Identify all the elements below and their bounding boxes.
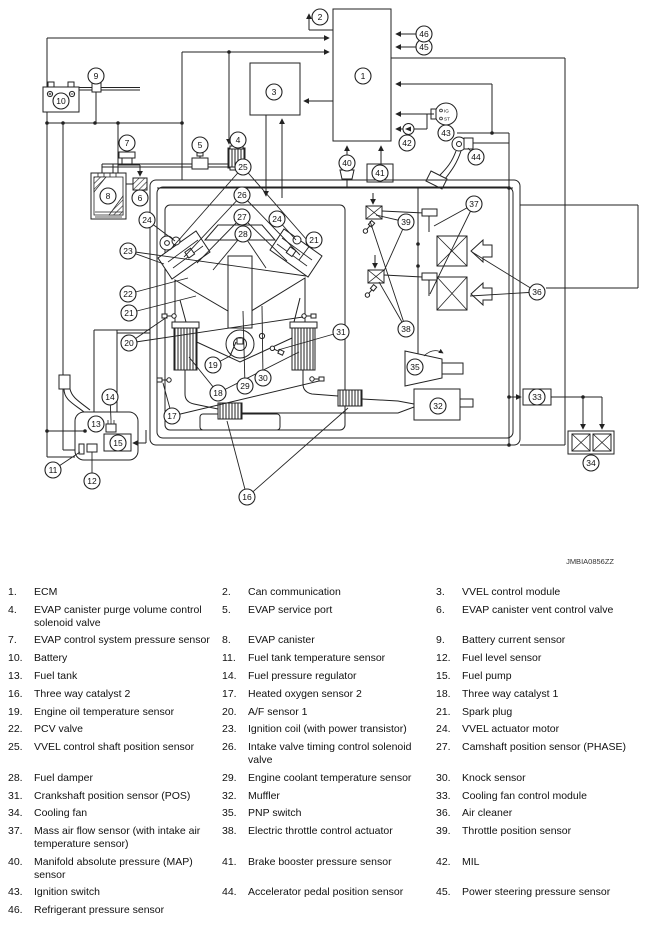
legend-item-25 bbox=[8, 741, 218, 767]
maf-sensor-upper bbox=[422, 209, 437, 216]
callout-40 bbox=[339, 155, 355, 171]
af-sensor-1-right bbox=[302, 314, 316, 318]
legend-item-13 bbox=[8, 670, 218, 683]
svg-text:44: 44 bbox=[471, 152, 481, 162]
legend-item-12 bbox=[436, 652, 635, 665]
legend-item-number: 16. bbox=[8, 687, 23, 700]
callout-33 bbox=[529, 389, 545, 405]
legend-item-number: 20. bbox=[222, 705, 237, 718]
callout-1 bbox=[355, 68, 371, 84]
legend-item-24 bbox=[436, 723, 635, 736]
legend-item-number: 21. bbox=[436, 705, 451, 718]
callout-27 bbox=[234, 209, 250, 225]
svg-text:7: 7 bbox=[124, 138, 130, 148]
legend-item-label: EVAP service port bbox=[248, 603, 333, 616]
svg-text:11: 11 bbox=[48, 465, 58, 475]
svg-text:43: 43 bbox=[441, 128, 451, 138]
callout-38 bbox=[398, 321, 414, 337]
callout-8 bbox=[100, 188, 116, 204]
legend-item-27 bbox=[436, 741, 635, 767]
legend-row bbox=[8, 688, 643, 701]
legend-item-number: 9. bbox=[436, 634, 445, 647]
svg-text:8: 8 bbox=[105, 191, 111, 201]
legend-item-label: ECM bbox=[34, 586, 58, 598]
legend-item-number: 19. bbox=[8, 705, 23, 718]
legend-item-number: 24. bbox=[436, 723, 451, 736]
throttle-position-sensor-upper bbox=[362, 220, 374, 234]
callout-5 bbox=[192, 137, 208, 153]
legend-row bbox=[8, 741, 643, 767]
legend-item-label: PNP switch bbox=[248, 807, 302, 820]
legend-item-31 bbox=[8, 790, 218, 803]
af-sensor-1-left bbox=[162, 314, 176, 318]
legend-item-number: 12. bbox=[436, 652, 451, 665]
airflow-arrow-upper bbox=[471, 240, 492, 262]
svg-text:45: 45 bbox=[419, 42, 429, 52]
legend-item-5 bbox=[222, 604, 432, 630]
legend-item-label: Accelerator pedal position sensor bbox=[248, 886, 404, 899]
legend-item-29 bbox=[222, 772, 432, 785]
callout-35 bbox=[407, 359, 423, 375]
legend-item-label: VVEL actuator motor bbox=[462, 723, 560, 736]
svg-text:24: 24 bbox=[142, 215, 152, 225]
legend-item-20 bbox=[222, 706, 432, 719]
accelerator-pedal bbox=[426, 137, 509, 189]
callout-17 bbox=[164, 408, 180, 424]
svg-text:32: 32 bbox=[433, 401, 443, 411]
vvel-control-module-box bbox=[250, 63, 333, 198]
legend-item-number: 34. bbox=[8, 807, 23, 820]
legend-item-label: Fuel tank temperature sensor bbox=[248, 652, 386, 665]
legend-row bbox=[8, 586, 643, 599]
legend-row bbox=[8, 790, 643, 803]
evap-service-port bbox=[192, 152, 208, 169]
callout-25 bbox=[235, 159, 251, 175]
callout-20 bbox=[121, 335, 137, 351]
legend-item-44 bbox=[222, 886, 432, 899]
callout-16 bbox=[239, 489, 255, 505]
legend-item-45 bbox=[436, 886, 635, 899]
svg-text:37: 37 bbox=[469, 199, 479, 209]
legend-item-label: Refrigerant pressure sensor bbox=[34, 904, 165, 917]
callout-10 bbox=[53, 93, 69, 109]
legend-item-label: Intake valve timing control solenoid valve bbox=[248, 741, 412, 766]
legend-item-3 bbox=[436, 586, 635, 599]
legend-item-number: 45. bbox=[436, 886, 451, 899]
throttle-position-sensor-lower bbox=[364, 284, 376, 298]
legend-item-34 bbox=[8, 807, 218, 820]
legend-item-number: 29. bbox=[222, 771, 237, 784]
legend-item-number: 11. bbox=[222, 652, 236, 665]
airflow-arrow-lower bbox=[471, 283, 492, 305]
fuel-pressure-regulator-glyph bbox=[106, 424, 116, 432]
legend-item-number: 41. bbox=[222, 855, 237, 868]
legend-item-label: VVEL control shaft position sensor bbox=[34, 741, 195, 754]
legend-item-41 bbox=[222, 856, 432, 882]
legend-item-number: 26. bbox=[222, 741, 237, 754]
legend-item-label: VVEL control module bbox=[462, 586, 561, 598]
legend-item-22 bbox=[8, 723, 218, 736]
legend-item-number: 4. bbox=[8, 603, 17, 616]
legend-item-number: 5. bbox=[222, 603, 231, 616]
figure-code: JMBIA0856ZZ bbox=[566, 557, 614, 566]
legend-item-number: 23. bbox=[222, 723, 237, 736]
legend-item-label: Fuel tank bbox=[34, 669, 78, 682]
legend-item-number: 22. bbox=[8, 723, 23, 736]
st-label: ST bbox=[444, 116, 450, 122]
svg-text:14: 14 bbox=[105, 392, 115, 402]
fuel-level-sensor-glyph bbox=[87, 444, 97, 452]
legend-item-label: EVAP canister purge volume control solenoid valve bbox=[34, 603, 202, 629]
legend-item-number: 35. bbox=[222, 807, 237, 820]
legend-item-label: Three way catalyst 1 bbox=[462, 687, 559, 700]
svg-text:12: 12 bbox=[87, 476, 97, 486]
legend-item-label: A/F sensor 1 bbox=[248, 705, 308, 718]
legend-item-39 bbox=[436, 825, 635, 851]
svg-text:41: 41 bbox=[375, 168, 385, 178]
legend-item-19 bbox=[8, 706, 218, 719]
legend-item-number: 10. bbox=[8, 652, 23, 665]
legend-item-number: 43. bbox=[8, 886, 23, 899]
svg-text:23: 23 bbox=[123, 246, 133, 256]
svg-text:28: 28 bbox=[238, 229, 248, 239]
legend-item-label: Crankshaft position sensor (POS) bbox=[34, 789, 191, 802]
legend-item-label: Battery bbox=[34, 652, 68, 665]
svg-text:26: 26 bbox=[237, 190, 247, 200]
legend-item-number: 38. bbox=[222, 825, 237, 838]
legend-item-label: Three way catalyst 2 bbox=[34, 687, 131, 700]
legend-item-label: Mass air flow sensor (with intake air temperature sensor) bbox=[34, 825, 201, 850]
svg-text:40: 40 bbox=[342, 158, 352, 168]
svg-text:4: 4 bbox=[235, 135, 241, 145]
legend-row bbox=[8, 604, 643, 630]
callout-22 bbox=[120, 286, 136, 302]
svg-text:42: 42 bbox=[402, 138, 412, 148]
legend-item-number: 44. bbox=[222, 886, 237, 899]
legend-item-number: 2. bbox=[222, 586, 231, 598]
callout-21 bbox=[306, 232, 322, 248]
callout-39 bbox=[398, 214, 414, 230]
svg-text:25: 25 bbox=[238, 162, 248, 172]
legend-item-6 bbox=[436, 604, 635, 630]
legend-item-number: 17. bbox=[222, 687, 237, 700]
legend-item-label: Electric throttle control actuator bbox=[248, 825, 393, 838]
legend-item-label: Heated oxygen sensor 2 bbox=[248, 687, 362, 700]
callout-6 bbox=[132, 190, 148, 206]
legend-item-number: 37. bbox=[8, 825, 23, 838]
svg-text:9: 9 bbox=[93, 71, 99, 81]
svg-text:5: 5 bbox=[197, 140, 203, 150]
legend-item-label: Engine oil temperature sensor bbox=[34, 705, 175, 718]
callout-36 bbox=[529, 284, 545, 300]
svg-text:15: 15 bbox=[113, 438, 123, 448]
callout-4 bbox=[230, 132, 246, 148]
callout-23 bbox=[120, 243, 136, 259]
callout-21 bbox=[121, 305, 137, 321]
legend-item-label: Fuel pump bbox=[462, 669, 512, 682]
legend-item-label: Spark plug bbox=[462, 705, 513, 718]
legend-item-10 bbox=[8, 652, 218, 665]
legend-item-number: 40. bbox=[8, 855, 23, 868]
callout-31 bbox=[333, 324, 349, 340]
legend-item-number: 1. bbox=[8, 586, 17, 598]
callout-19 bbox=[205, 357, 221, 373]
callout-34 bbox=[583, 455, 599, 471]
callout-26 bbox=[234, 187, 250, 203]
svg-text:46: 46 bbox=[419, 29, 429, 39]
callout-9 bbox=[88, 68, 104, 84]
svg-text:34: 34 bbox=[586, 458, 596, 468]
legend-item-number: 32. bbox=[222, 789, 237, 802]
svg-text:39: 39 bbox=[401, 217, 411, 227]
legend-item-14 bbox=[222, 670, 432, 683]
legend-row bbox=[8, 706, 643, 719]
legend-row bbox=[8, 772, 643, 785]
legend-row bbox=[8, 904, 643, 917]
callout-43 bbox=[438, 125, 454, 141]
battery-current-sensor bbox=[79, 83, 140, 123]
legend-item-36 bbox=[436, 807, 635, 820]
ig-label: IG bbox=[444, 108, 449, 114]
mil-lamp bbox=[403, 124, 414, 135]
legend-item-label: Knock sensor bbox=[462, 771, 526, 784]
legend-item-number: 18. bbox=[436, 687, 451, 700]
legend-item-label: Engine coolant temperature sensor bbox=[248, 771, 412, 784]
legend-item-number: 42. bbox=[436, 855, 451, 868]
legend-item-40 bbox=[8, 856, 218, 882]
svg-text:30: 30 bbox=[258, 373, 268, 383]
svg-text:22: 22 bbox=[123, 289, 133, 299]
legend-item-2 bbox=[222, 586, 432, 599]
svg-text:16: 16 bbox=[242, 492, 252, 502]
legend-item-label: Muffler bbox=[248, 789, 280, 802]
svg-text:10: 10 bbox=[56, 96, 66, 106]
legend-item-number: 25. bbox=[8, 741, 23, 754]
legend-row bbox=[8, 652, 643, 665]
callout-30 bbox=[255, 370, 271, 386]
ho2s-2-right bbox=[310, 377, 324, 381]
legend-item-18 bbox=[436, 688, 635, 701]
legend-item-21 bbox=[436, 706, 635, 719]
legend-item-37 bbox=[8, 825, 218, 851]
legend-item-26 bbox=[222, 741, 432, 767]
ho2s-2-left bbox=[157, 378, 171, 382]
evap-pressure-sensor bbox=[119, 152, 135, 164]
tailpipe bbox=[460, 399, 473, 407]
maf-sensor-lower bbox=[422, 273, 437, 280]
callout-32 bbox=[430, 398, 446, 414]
svg-text:33: 33 bbox=[532, 392, 542, 402]
legend-row bbox=[8, 670, 643, 683]
legend-item-8 bbox=[222, 634, 432, 647]
legend-item-35 bbox=[222, 807, 432, 820]
callout-13 bbox=[88, 416, 104, 432]
legend-item-28 bbox=[8, 772, 218, 785]
legend-item-number: 36. bbox=[436, 807, 451, 820]
legend-item-label: EVAP canister vent control valve bbox=[462, 603, 614, 616]
callout-14 bbox=[102, 389, 118, 405]
legend-row bbox=[8, 856, 643, 882]
three-way-catalyst-2-right bbox=[338, 390, 362, 406]
svg-text:38: 38 bbox=[401, 324, 411, 334]
legend-item-17 bbox=[222, 688, 432, 701]
callout-15 bbox=[110, 435, 126, 451]
legend-item-number: 31. bbox=[8, 789, 23, 802]
callout-46 bbox=[416, 26, 432, 42]
coolant-temp-sensor-glyph bbox=[237, 338, 243, 344]
legend-item-label: Manifold absolute pressure (MAP) sensor bbox=[34, 855, 193, 881]
callout-24 bbox=[139, 212, 155, 228]
legend-item-15 bbox=[436, 670, 635, 683]
legend-item-label: Air cleaner bbox=[462, 807, 513, 820]
legend-item-43 bbox=[8, 886, 218, 899]
legend-row bbox=[8, 723, 643, 736]
legend-item-label: Brake booster pressure sensor bbox=[248, 855, 392, 868]
svg-text:18: 18 bbox=[213, 388, 223, 398]
crank-position-sensor-glyph bbox=[269, 345, 284, 355]
three-way-catalyst-1-right bbox=[292, 328, 315, 370]
legend-item-label: Fuel level sensor bbox=[462, 652, 542, 665]
svg-text:35: 35 bbox=[410, 362, 420, 372]
callout-3 bbox=[266, 84, 282, 100]
legend-item-label: Battery current sensor bbox=[462, 634, 566, 647]
legend-item-11 bbox=[222, 652, 432, 665]
legend-item-number: 33. bbox=[436, 789, 451, 802]
callout-18 bbox=[210, 385, 226, 401]
legend-item-30 bbox=[436, 772, 635, 785]
svg-text:1: 1 bbox=[360, 71, 366, 81]
legend-item-number: 39. bbox=[436, 825, 451, 838]
legend-item-number: 6. bbox=[436, 603, 445, 616]
svg-text:27: 27 bbox=[237, 212, 247, 222]
legend-item-9 bbox=[436, 634, 635, 647]
callout-41 bbox=[372, 165, 388, 181]
callout-29 bbox=[237, 378, 253, 394]
legend-item-32 bbox=[222, 790, 432, 803]
legend-item-label: Throttle position sensor bbox=[462, 825, 572, 838]
callout-24 bbox=[269, 211, 285, 227]
legend-item-number: 30. bbox=[436, 771, 451, 784]
callout-42 bbox=[399, 135, 415, 151]
legend-item-16 bbox=[8, 688, 218, 701]
legend-item-1 bbox=[8, 586, 218, 599]
legend-item-number: 14. bbox=[222, 669, 237, 682]
legend-row bbox=[8, 807, 643, 820]
legend-item-number: 8. bbox=[222, 634, 231, 647]
callout-37 bbox=[466, 196, 482, 212]
svg-text:13: 13 bbox=[91, 419, 101, 429]
callout-12 bbox=[84, 473, 100, 489]
svg-text:29: 29 bbox=[240, 381, 250, 391]
legend-item-label: Ignition coil (with power transistor) bbox=[248, 723, 407, 736]
svg-text:21: 21 bbox=[309, 235, 319, 245]
legend-item-label: MIL bbox=[462, 855, 480, 868]
legend-item-33 bbox=[436, 790, 635, 803]
legend-item-label: EVAP canister bbox=[248, 634, 315, 647]
svg-text:31: 31 bbox=[336, 327, 346, 337]
legend-item-label: Cooling fan control module bbox=[462, 789, 587, 802]
callout-28 bbox=[235, 226, 251, 242]
callout-7 bbox=[119, 135, 135, 151]
three-way-catalyst-2-left bbox=[218, 403, 242, 419]
legend-item-label: EVAP control system pressure sensor bbox=[34, 634, 210, 647]
legend-item-label: Camshaft position sensor (PHASE) bbox=[462, 741, 626, 754]
legend-item-38 bbox=[222, 825, 432, 851]
legend-item-label: Fuel damper bbox=[34, 771, 93, 784]
legend-item-46 bbox=[8, 904, 218, 917]
legend-item-label: Cooling fan bbox=[34, 807, 88, 820]
vvel-actuator-motor-right bbox=[293, 236, 301, 244]
svg-text:36: 36 bbox=[532, 287, 542, 297]
legend-item-number: 27. bbox=[436, 741, 451, 754]
svg-text:2: 2 bbox=[317, 12, 323, 22]
legend bbox=[0, 578, 651, 917]
legend-item-label: Power steering pressure sensor bbox=[462, 886, 611, 899]
svg-text:6: 6 bbox=[137, 193, 143, 203]
legend-item-number: 7. bbox=[8, 634, 17, 647]
svg-text:21: 21 bbox=[124, 308, 134, 318]
legend-item-4 bbox=[8, 604, 218, 630]
legend-item-label: Ignition switch bbox=[34, 886, 100, 899]
legend-item-number: 3. bbox=[436, 586, 445, 598]
legend-item-23 bbox=[222, 723, 432, 736]
legend-item-7 bbox=[8, 634, 218, 647]
svg-text:24: 24 bbox=[272, 214, 282, 224]
svg-text:3: 3 bbox=[271, 87, 277, 97]
callout-44 bbox=[468, 149, 484, 165]
legend-item-label: PCV valve bbox=[34, 723, 84, 736]
legend-item-number: 28. bbox=[8, 771, 23, 784]
legend-item-number: 13. bbox=[8, 669, 23, 682]
callout-2 bbox=[312, 9, 328, 25]
svg-text:17: 17 bbox=[167, 411, 177, 421]
legend-item-number: 46. bbox=[8, 904, 23, 917]
legend-item-number: 15. bbox=[436, 669, 451, 682]
legend-row bbox=[8, 825, 643, 851]
svg-text:19: 19 bbox=[208, 360, 218, 370]
legend-row bbox=[8, 886, 643, 899]
legend-item-label: Fuel pressure regulator bbox=[248, 669, 357, 682]
svg-text:20: 20 bbox=[124, 338, 134, 348]
legend-item-42 bbox=[436, 856, 635, 882]
ignition-switch bbox=[414, 103, 457, 129]
legend-row bbox=[8, 634, 643, 647]
legend-item-label: Can communication bbox=[248, 586, 341, 598]
callout-11 bbox=[45, 462, 61, 478]
